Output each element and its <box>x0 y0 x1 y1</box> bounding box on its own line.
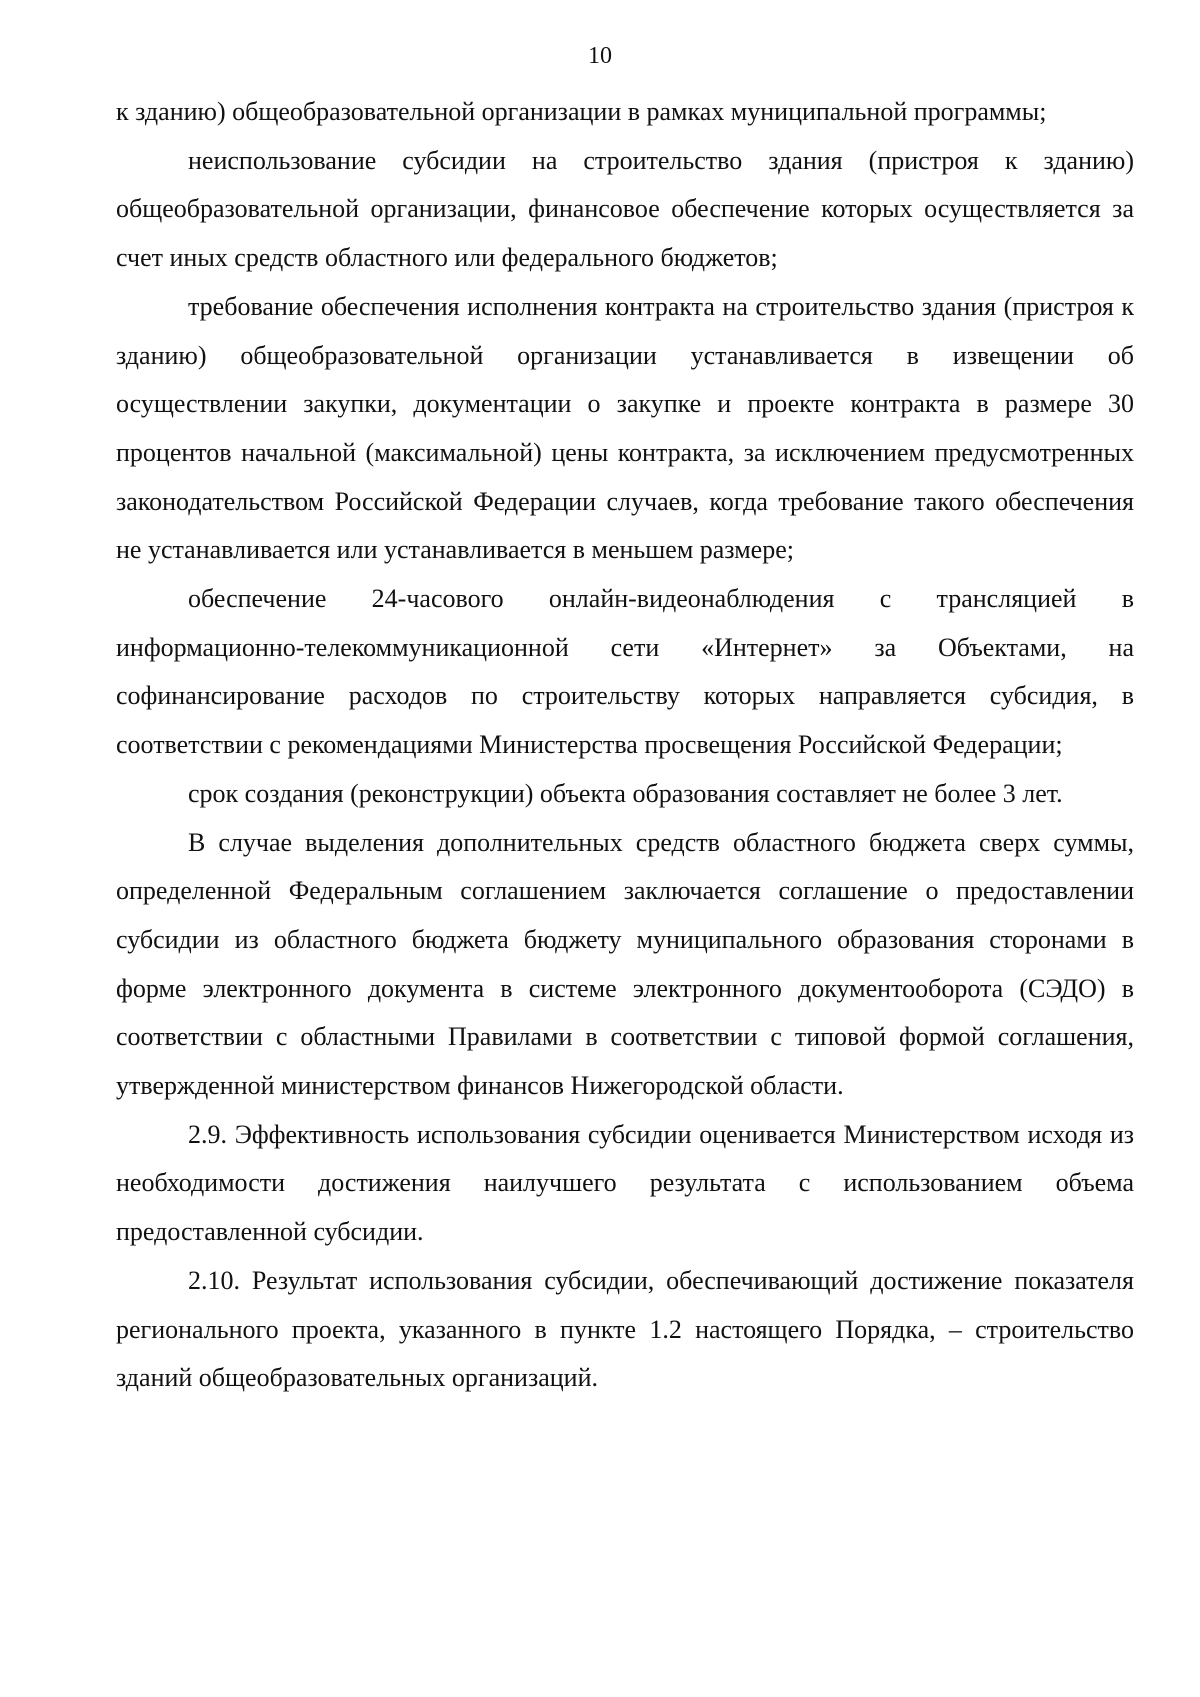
page-number: 10 <box>588 43 612 69</box>
paragraph-2-10-result: 2.10. Результат использования субсидии, обеспечивающий достижение показателя регионального проекта, указанного в пункте 1.2 настоящего Порядка, – строительство зданий общеобразовательных организаций. <box>116 1265 1134 1393</box>
paragraph-non-use-of-subsidy: неиспользование субсидии на строительство здания (пристроя к зданию) общеобразовательной организации, финансовое обеспечение которых осуществляется за счет иных средств областного или федерального бюджетов; <box>116 145 1134 273</box>
paragraph-2-9-efficiency: 2.9. Эффективность использования субсидии оценивается Министерством исходя из необходимости достижения наилучшего результата с использованием объема предоставленной субсидии. <box>116 1119 1134 1247</box>
paragraph-contract-security: требование обеспечения исполнения контракта на строительство здания (пристроя к зданию) общеобразовательной организации устанавливается в извещении об осуществлении закупки, документации о закупке и проекте контракта в размере 30 процентов начальной (максимальной) цены контракта, за исключением предусмотренных законодательством Российской Федерации случаев, когда требование такого обеспечения не устанавливается или устанавливается в меньшем размере; <box>116 291 1134 565</box>
paragraph-video-surveillance: обеспечение 24-часового онлайн-видеонаблюдения с трансляцией в информационно-телекоммуникационной сети «Интернет» за Объектами, на софинансирование расходов по строительству которых направляется субсидия, в соответствии с рекомендациями Министерства просвещения Российской Федерации; <box>116 584 1134 760</box>
paragraph-construction-term: срок создания (реконструкции) объекта образования составляет не более 3 лет. <box>188 778 1063 808</box>
document-body <box>116 88 1134 1403</box>
paragraph-additional-funds: В случае выделения дополнительных средств областного бюджета сверх суммы, определенной Федеральным соглашением заключается соглашение о предоставлении субсидии из областного бюджета бюджету муниципального образования сторонами в форме электронного документа в системе электронного документооборота (СЭДО) в соответствии с областными Правилами в соответствии с типовой формой соглашения, утвержденной министерством финансов Нижегородской области. <box>116 827 1134 1101</box>
paragraph-continuation: к зданию) общеобразовательной организации в рамках муниципальной программы; <box>116 97 1047 126</box>
